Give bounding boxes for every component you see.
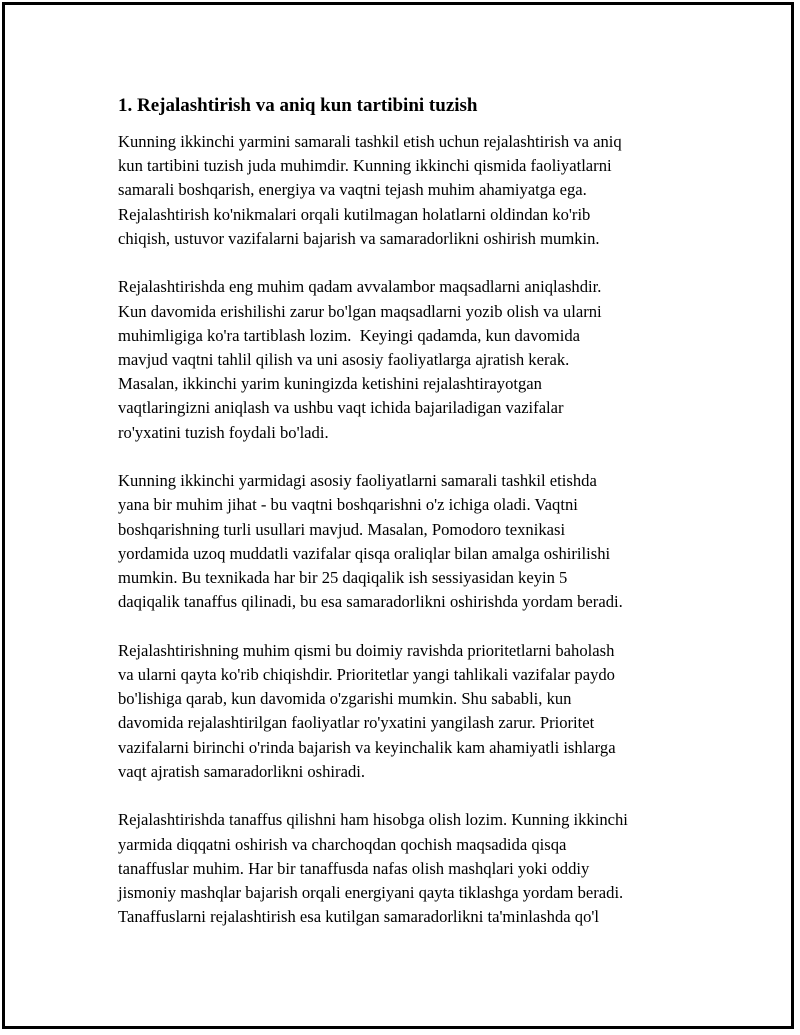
text-line: Rejalashtirishda eng muhim qadam avvalambor maqsadlarni aniqlashdir. bbox=[118, 277, 602, 297]
paragraph-4 bbox=[118, 639, 698, 784]
paragraph-1 bbox=[118, 130, 698, 251]
document-body bbox=[118, 94, 698, 954]
paragraph-3 bbox=[118, 469, 698, 614]
text-line: mumkin. Bu texnikada har bir 25 daqiqalik ish sessiyasidan keyin 5 bbox=[118, 568, 568, 588]
text-line: vaqtlaringizni aniqlash va ushbu vaqt ichida bajariladigan vazifalar bbox=[118, 398, 564, 418]
text-line: Kunning ikkinchi yarmini samarali tashkil etish uchun rejalashtirish va aniq bbox=[118, 132, 622, 151]
text-line: yarmida diqqatni oshirish va charchoqdan qochish maqsadida qisqa bbox=[118, 834, 567, 854]
text-line: chiqish, ustuvor vazifalarni bajarish va samaradorlikni oshirish mumkin. bbox=[118, 228, 600, 248]
text-line: daqiqalik tanaffus qilinadi, bu esa samaradorlikni oshirishda yordam beradi. bbox=[118, 592, 623, 612]
text-line: mavjud vaqtni tahlil qilish va uni asosiy faoliyatlarga ajratish kerak. bbox=[118, 350, 570, 370]
text-line: vaqt ajratish samaradorlikni oshiradi. bbox=[118, 761, 365, 781]
text-line: yana bir muhim jihat - bu vaqtni boshqarishni o'z ichiga oladi. Vaqtni bbox=[118, 495, 578, 515]
text-line: muhimligiga ko'ra tartiblash lozim. Keyingi qadamda, kun davomida bbox=[118, 325, 580, 345]
text-line: Masalan, ikkinchi yarim kuningizda ketishini rejalashtirayotgan bbox=[118, 374, 542, 394]
section-heading: 1. Rejalashtirish va aniq kun tartibini tuzish bbox=[118, 95, 478, 116]
text-line: ro'yxatini tuzish foydali bo'ladi. bbox=[118, 422, 329, 442]
text-line: Rejalashtirishning muhim qismi bu doimiy ravishda prioritetlarni baholash bbox=[118, 640, 615, 660]
text-line: boshqarishning turli usullari mavjud. Masalan, Pomodoro texnikasi bbox=[118, 519, 566, 539]
text-line: Rejalashtirishda tanaffus qilishni ham hisobga olish lozim. Kunning ikkinchi bbox=[118, 810, 628, 830]
paragraph-5 bbox=[118, 808, 698, 929]
text-line: davomida rejalashtirilgan faoliyatlar ro'yxatini yangilash zarur. Prioritet bbox=[118, 713, 595, 733]
text-line: jismoniy mashqlar bajarish orqali energiyani qayta tiklashga yordam beradi. bbox=[118, 883, 624, 903]
text-line: Rejalashtirish ko'nikmalari orqali kutilmagan holatlarni oldindan ko'rib bbox=[118, 204, 591, 224]
text-line: va ularni qayta ko'rib chiqishdir. Prioritetlar yangi tahlikali vazifalar paydo bbox=[118, 665, 615, 685]
text-line: yordamida uzoq muddatli vazifalar qisqa oraliqlar bilan amalga oshirilishi bbox=[118, 543, 611, 563]
text-line: samarali boshqarish, energiya va vaqtni tejash muhim ahamiyatga ega. bbox=[118, 180, 587, 200]
text-line: kun tartibini tuzish juda muhimdir. Kunning ikkinchi qismida faoliyatlarni bbox=[118, 156, 612, 176]
text-line: bo'lishiga qarab, kun davomida o'zgarishi mumkin. Shu sababli, kun bbox=[118, 689, 572, 709]
text-line: Tanaffuslarni rejalashtirish esa kutilgan samaradorlikni ta'minlashda qo'l bbox=[118, 907, 599, 927]
text-line: tanaffuslar muhim. Har bir tanaffusda nafas olish mashqlari yoki oddiy bbox=[118, 858, 590, 878]
text-line: Kunning ikkinchi yarmidagi asosiy faoliyatlarni samarali tashkil etishda bbox=[118, 471, 597, 491]
text-line: vazifalarni birinchi o'rinda bajarish va keyinchalik kam ahamiyatli ishlarga bbox=[118, 737, 616, 757]
text-line: Kun davomida erishilishi zarur bo'lgan maqsadlarni yozib olish va ularni bbox=[118, 301, 602, 321]
paragraph-2 bbox=[118, 275, 698, 444]
